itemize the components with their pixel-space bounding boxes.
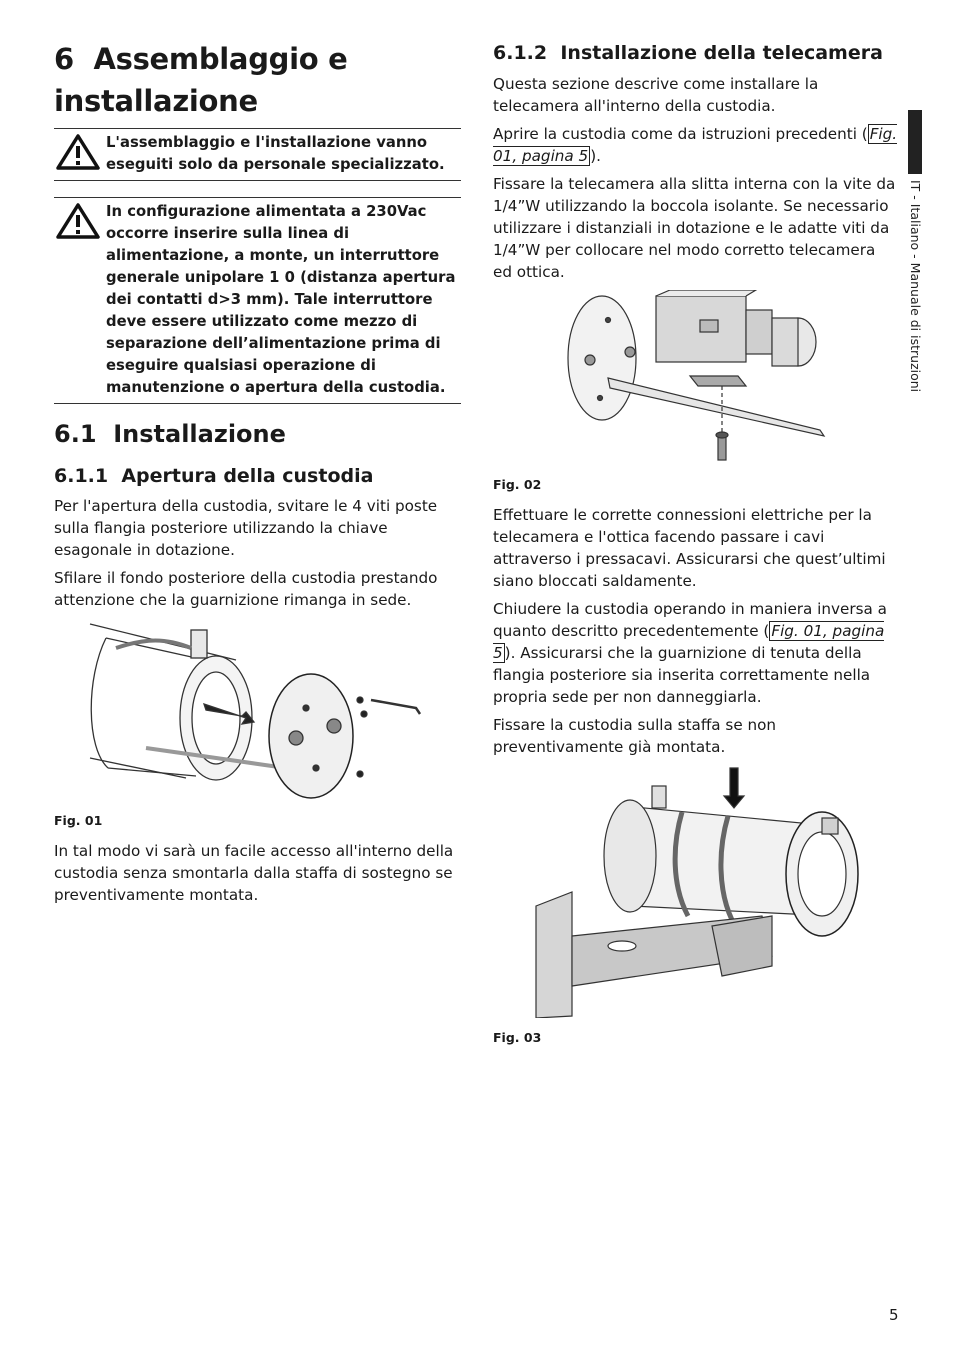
section-number: 6.1 (54, 420, 97, 448)
warning-box-2 (54, 197, 461, 404)
paragraph-with-link (493, 123, 898, 167)
warning-triangle-icon (56, 202, 100, 240)
figure-02-camera-mounting (560, 290, 840, 465)
paragraph: Per l'apertura della custodia, svitare le 4 viti poste sulla flangia posteriore utilizzando la chiave esagonale in dotazione. (54, 497, 438, 559)
section-title: Installazione (113, 420, 286, 448)
page-number: 5 (889, 1306, 899, 1324)
figure-01-housing-opening (86, 618, 436, 800)
text-span: ). (590, 147, 601, 165)
section-title: Installazione della telecamera (560, 42, 883, 64)
sidebar-language-tab (908, 110, 922, 174)
chapter-title-line1: Assemblaggio e (93, 42, 348, 76)
section-6-1-2-heading (493, 42, 883, 64)
chapter-title-line2: installazione (54, 84, 258, 118)
warning-box-1 (54, 128, 461, 181)
paragraph: Fissare la custodia sulla staffa se non preventivamente già montata. (493, 716, 777, 756)
warning-text-2: In configurazione alimentata a 230Vac occorre inserire sulla linea di alimentazione, a monte, un interruttore generale unipolare 1 0 (distanza apertura dei contatti d>3 mm). Tale interruttore deve essere utilizzato come mezzo di separazione dell’alimentazione prima di eseguire qualsiasi operazione di manutenzione o apertura della custodia. (106, 203, 456, 396)
text-span: Chiudere la custodia operando in maniera inversa a quanto descritto precedentemente ( (493, 600, 887, 640)
section-6-1-1-heading (54, 465, 373, 487)
paragraph-with-link (493, 598, 898, 708)
figure-reference-link[interactable]: Fig. 01, pagina 5 (493, 125, 898, 165)
figure-caption: Fig. 01 (54, 813, 103, 828)
chapter-number: 6 (54, 42, 74, 76)
section-number: 6.1.1 (54, 465, 109, 487)
paragraph: Sfilare il fondo posteriore della custodia prestando attenzione che la guarnizione rimanga in sede. (54, 569, 438, 609)
figure-03-housing-on-bracket (532, 766, 862, 1018)
section-title: Apertura della custodia (121, 465, 374, 487)
warning-text-1: L'assemblaggio e l'installazione vanno eseguiti solo da personale specializzato. (106, 134, 445, 173)
section-6-1-heading (54, 420, 286, 448)
paragraph: Effettuare le corrette connessioni elettriche per la telecamera e l'ottica facendo passare i cavi attraverso i pressacavi. Assicurarsi che quest’ultimi siano bloccati saldamente. (493, 506, 886, 590)
section-number: 6.1.2 (493, 42, 548, 64)
figure-reference-link[interactable]: Fig. 01, pagina 5 (493, 622, 885, 662)
text-span: ). Assicurarsi che la guarnizione di tenuta della flangia posteriore sia inserita correttamente nella propria sede per non danneggiarla. (493, 644, 871, 706)
chapter-title (54, 38, 474, 122)
paragraph: Fissare la telecamera alla slitta interna con la vite da 1/4”W utilizzando la boccola isolante. Se necessario utilizzare i distanziali in dotazione e le adatte viti da 1/4”W per collocare nel modo corretto telecamera ed ottica. (493, 175, 896, 281)
paragraph: In tal modo vi sarà un facile accesso all'interno della custodia senza smontarla dalla staffa di sostegno se preventivamente montata. (54, 842, 454, 904)
sidebar-language-label: IT - Italiano - Manuale di istruzioni (908, 180, 923, 393)
paragraph: Questa sezione descrive come installare la telecamera all'interno della custodia. (493, 75, 819, 115)
text-span: Aprire la custodia come da istruzioni precedenti ( (493, 125, 868, 143)
warning-triangle-icon (56, 133, 100, 171)
figure-caption: Fig. 03 (493, 1030, 542, 1045)
figure-caption: Fig. 02 (493, 477, 542, 492)
